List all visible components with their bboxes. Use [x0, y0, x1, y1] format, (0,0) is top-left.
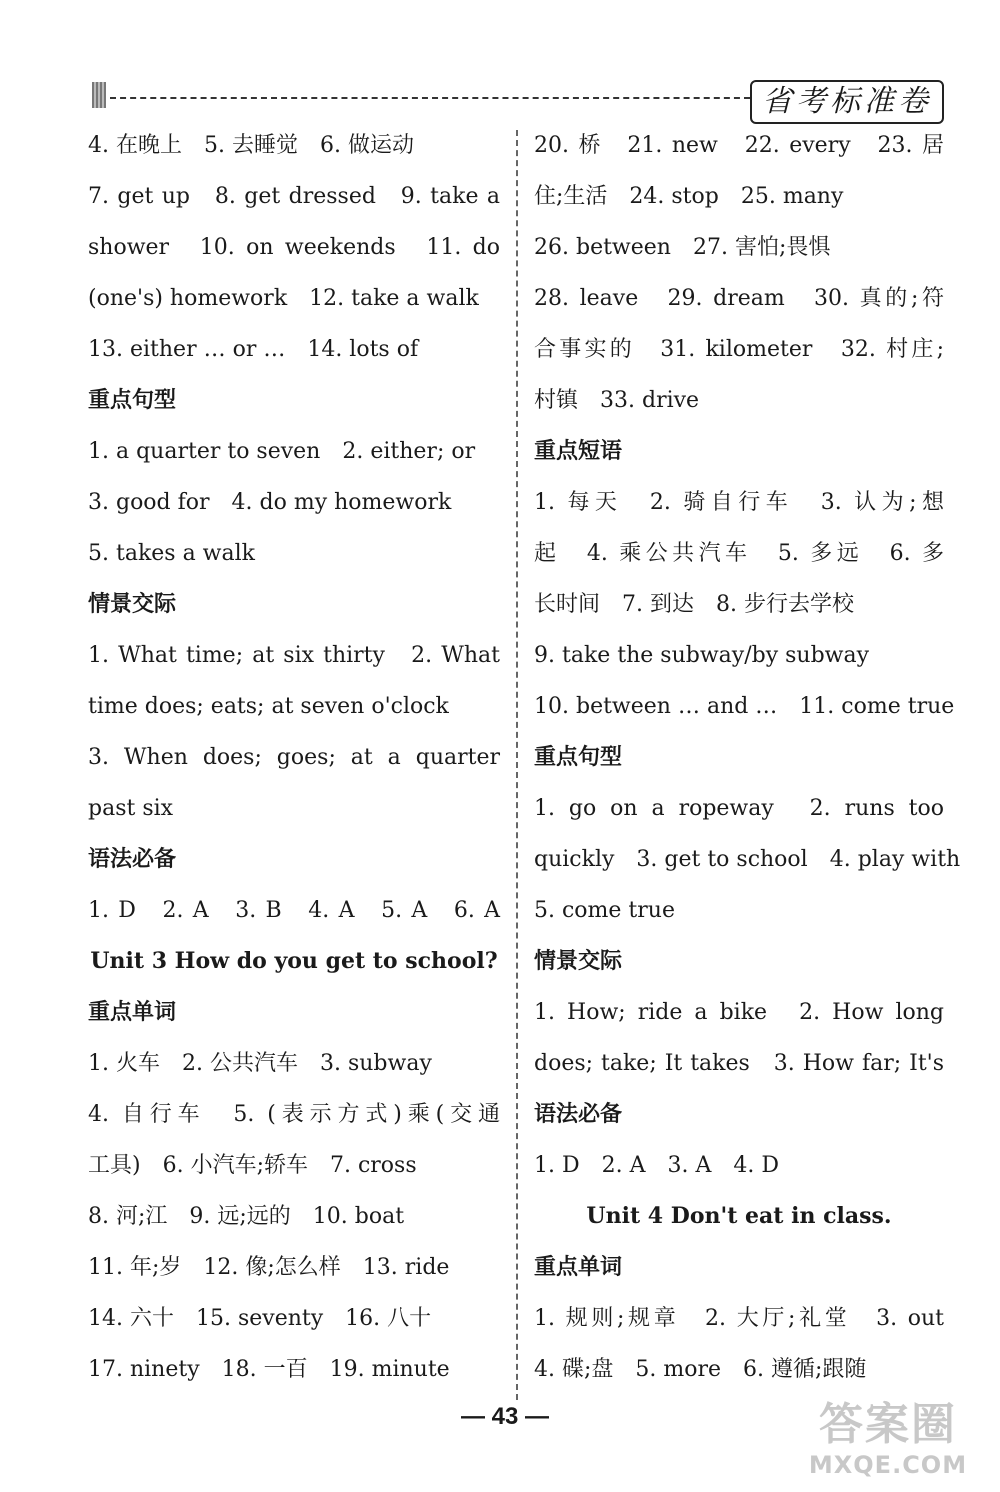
- answer-line: 村镇 33. drive: [534, 388, 700, 413]
- watermark-logo: [798, 1400, 978, 1486]
- section-heading: 重点句型: [88, 388, 177, 413]
- column-divider: [516, 130, 518, 1400]
- answer-line: 4. 自行车 5. (表示方式)乘(交通: [88, 1102, 500, 1127]
- header-title: 省考标准卷: [750, 80, 944, 124]
- answer-line: 4. 碟;盘 5. more 6. 遵循;跟随: [534, 1357, 867, 1382]
- left-column: [88, 120, 500, 1395]
- answer-line: 11. 年;岁 12. 像;怎么样 13. ride: [88, 1255, 450, 1280]
- answer-line: 1. a quarter to seven 2. either; or: [88, 439, 476, 464]
- answer-line: time does; eats; at seven o'clock: [88, 694, 449, 719]
- answer-line: 1. 每天 2. 骑自行车 3. 认为;想: [534, 490, 944, 515]
- answer-line: 26. between 27. 害怕;畏惧: [534, 235, 831, 260]
- answer-line: 住;生活 24. stop 25. many: [534, 184, 844, 209]
- answer-line: 13. either … or … 14. lots of: [88, 337, 419, 362]
- unit-title: Unit 4 Don't eat in class.: [586, 1203, 892, 1229]
- answer-line: 4. 在晚上 5. 去睡觉 6. 做运动: [88, 133, 414, 158]
- section-heading: 语法必备: [88, 847, 177, 872]
- answer-line: 1. 规则;规章 2. 大厅;礼堂 3. out: [534, 1306, 944, 1331]
- answer-line: 17. ninety 18. 一百 19. minute: [88, 1357, 450, 1382]
- answer-line: shower 10. on weekends 11. do: [88, 235, 500, 260]
- answer-line: 1. 火车 2. 公共汽车 3. subway: [88, 1051, 432, 1076]
- answer-line: past six: [88, 796, 174, 821]
- answer-line: 10. between … and … 11. come true: [534, 694, 955, 719]
- answer-line: 7. get up 8. get dressed 9. take a: [88, 184, 500, 209]
- answer-line: 8. 河;江 9. 远;远的 10. boat: [88, 1204, 405, 1229]
- answer-line: 1. How; ride a bike 2. How long: [534, 1000, 944, 1025]
- section-heading: 情景交际: [88, 592, 177, 617]
- answer-line: 3. good for 4. do my homework: [88, 490, 452, 515]
- answer-line: 长时间 7. 到达 8. 步行去学校: [534, 592, 854, 617]
- section-heading: 重点单词: [534, 1255, 623, 1280]
- answer-line: 1. D 2. A 3. A 4. D: [534, 1153, 779, 1178]
- answer-line: (one's) homework 12. take a walk: [88, 286, 479, 311]
- section-heading: 重点单词: [88, 1000, 177, 1025]
- answer-line: 1. What time; at six thirty 2. What: [88, 643, 500, 668]
- watermark-text: 答案圈: [819, 1399, 957, 1450]
- answer-line: does; take; It takes 3. How far; It's: [534, 1051, 944, 1076]
- answer-line: 1. go on a ropeway 2. runs too: [534, 796, 944, 821]
- answer-line: 1. D 2. A 3. B 4. A 5. A 6. A: [88, 898, 500, 923]
- watermark-url: MXQE.COM: [808, 1451, 968, 1479]
- section-heading: 重点句型: [534, 745, 623, 770]
- header-decoration: [92, 82, 106, 108]
- answer-line: 9. take the subway/by subway: [534, 643, 870, 668]
- answer-line: 5. takes a walk: [88, 541, 255, 566]
- answer-line: 合事实的 31. kilometer 32. 村庄;: [534, 337, 944, 362]
- section-heading: 语法必备: [534, 1102, 623, 1127]
- answer-line: 3. When does; goes; at a quarter: [88, 745, 500, 770]
- answer-line: 工具) 6. 小汽车;轿车 7. cross: [88, 1153, 417, 1178]
- right-column: [534, 120, 961, 1395]
- answer-line: 20. 桥 21. new 22. every 23. 居: [534, 133, 944, 158]
- answer-line: 起 4. 乘公共汽车 5. 多远 6. 多: [534, 541, 944, 566]
- page-number: — 43 —: [460, 1403, 550, 1430]
- header-dashed-rule: [110, 97, 750, 99]
- answer-line: 5. come true: [534, 898, 675, 923]
- section-heading: 重点短语: [534, 439, 623, 464]
- section-heading: 情景交际: [534, 949, 623, 974]
- answer-line: 14. 六十 15. seventy 16. 八十: [88, 1306, 432, 1331]
- answer-line: quickly 3. get to school 4. play with: [534, 847, 961, 872]
- unit-title: Unit 3 How do you get to school?: [90, 948, 498, 974]
- answer-line: 28. leave 29. dream 30. 真的;符: [534, 286, 944, 311]
